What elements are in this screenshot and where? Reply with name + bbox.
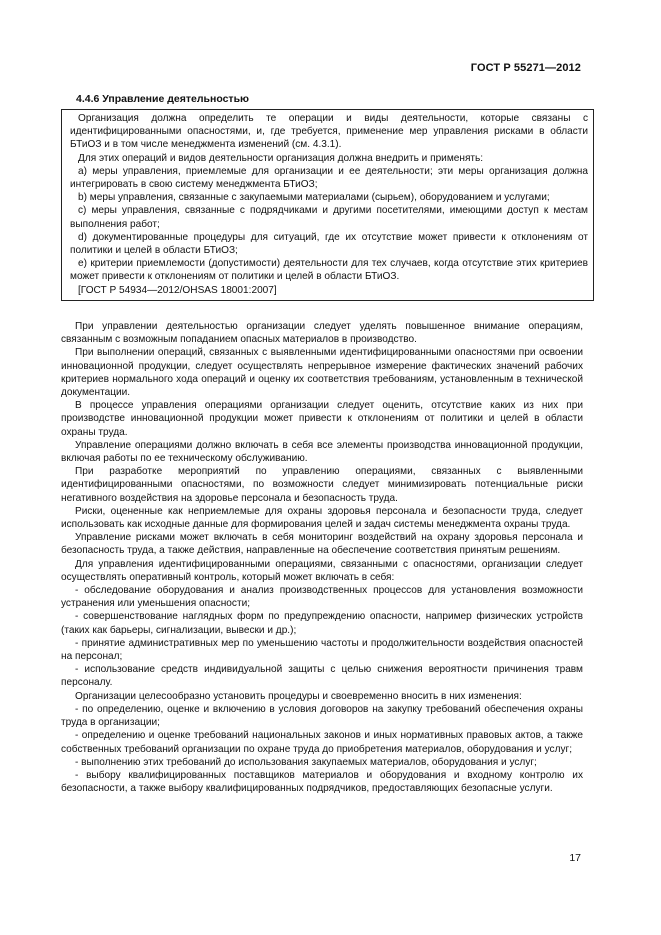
body-paragraph: При разработке мероприятий по управлению операциями, связанных с выявленными идентифицированными опасностями, по возможности следует минимизировать потенциальные риски негативного воздействия на здоровье персонала и безопасность труда. xyxy=(61,466,583,504)
body-paragraph: Риски, оцененные как неприемлемые для охраны здоровья персонала и безопасности труда, следует использовать как исходные данные для формирования целей и задач системы менеджмента охраны труда. xyxy=(61,505,583,531)
standard-header: ГОСТ Р 55271—2012 xyxy=(470,62,581,74)
body-paragraph: Управление операциями должно включать в себя все элементы производства инновационной продукции, включая работы по ее техническому обслуживанию. xyxy=(61,439,583,465)
box-paragraph: е) критерии приемлемости (допустимости) деятельности для тех случаев, когда отсутствие этих критериев может привести к отклонениям от политики и целей в области БТиОЗ. xyxy=(70,258,588,283)
list-item: - использование средств индивидуальной защиты с целью снижения вероятности причинения травм персоналу. xyxy=(61,664,583,689)
box-paragraph: с) меры управления, связанные с подрядчиками и другими посетителями, имеющими доступ к местам выполнения работ; xyxy=(70,205,588,230)
box-paragraph: b) меры управления, связанные с закупаемыми материалами (сырьем), оборудованием и услугами; xyxy=(78,192,550,204)
list-item: - совершенствование наглядных форм по предупреждению опасности, например физических устройств (таких как барьеры, сигнализации, вывески и др.); xyxy=(61,611,583,636)
list-item: - определению и оценке требований национальных законов и иных нормативных правовых актов, а также собственных требований организации по охране труда до приобретения материалов, оборудования и услуг; xyxy=(61,730,583,755)
box-paragraph: d) документированные процедуры для ситуаций, где их отсутствие может привести к отклонениям от политики и целей в области БТиОЗ; xyxy=(70,231,588,257)
body-paragraph: Организации целесообразно установить процедуры и своевременно вносить в них изменения: xyxy=(75,690,522,702)
list-item: - обследование оборудования и анализ производственных процессов для установления возможности устранения или уменьшения опасности; xyxy=(61,585,583,610)
section-title: 4.4.6 Управление деятельностью xyxy=(76,93,249,105)
body-paragraph: Для управления идентифицированными операциями, связанными с опасностями, организации следует осуществлять оперативный контроль, который может включать в себя: xyxy=(61,558,583,583)
body-paragraph: При управлении деятельностью организации следует уделять повышенное внимание операциям, связанным с возможным попаданием опасных материалов в производство. xyxy=(61,321,583,346)
list-item: - выбору квалифицированных поставщиков материалов и оборудования и входному контролю их безопасности, а также выбору квалифицированных подрядчиков, предоставляющих безопасные услуги. xyxy=(61,769,583,795)
quoted-requirement-box xyxy=(61,109,594,301)
body-paragraph: При выполнении операций, связанных с выявленными идентифицированными опасностями при освоении инновационной продукции, следует осуществлять непрерывное измерение фактических значений рабочих критериев нормального хода операций и оценку их соответствия требованиям, установленным в технической документации. xyxy=(61,347,583,399)
page-number: 17 xyxy=(569,852,581,864)
body-paragraph: В процессе управления операциями организации следует оценить, отсутствие каких из них при производстве инновационной продукции может привести к отклонениям от политики и целей в области охраны труда. xyxy=(61,400,583,438)
box-paragraph: Для этих операций и видов деятельности организация должна внедрить и применять: xyxy=(78,152,484,164)
box-paragraph: а) меры управления, приемлемые для организации и ее деятельности; эти меры организация должна интегрировать в свою систему менеджмента БТиОЗ; xyxy=(70,165,588,191)
box-citation: [ГОСТ Р 54934—2012/OHSAS 18001:2007] xyxy=(78,284,277,296)
list-item: - выполнению этих требований до использования закупаемых материалов, оборудования и услуг; xyxy=(75,756,537,768)
list-item: - принятие административных мер по уменьшению частоты и продолжительности воздействия опасностей на персонал; xyxy=(61,637,583,663)
body-text xyxy=(61,320,583,795)
list-item: - по определению, оценке и включению в условия договоров на закупку требований обеспечения охраны труда в организации; xyxy=(61,703,583,729)
body-paragraph: Управление рисками может включать в себя мониторинг воздействий на охрану здоровья персонала и безопасность труда, а также действия, направленные на обеспечение соответствия принятым решениям. xyxy=(61,532,583,557)
box-paragraph: Организация должна определить те операции и виды деятельности, которые связаны с идентифицированными опасностями, и, где требуется, применение мер управления рисками в области БТиОЗ и в том числе менеджмента изменений (см. 4.3.1). xyxy=(70,113,588,151)
